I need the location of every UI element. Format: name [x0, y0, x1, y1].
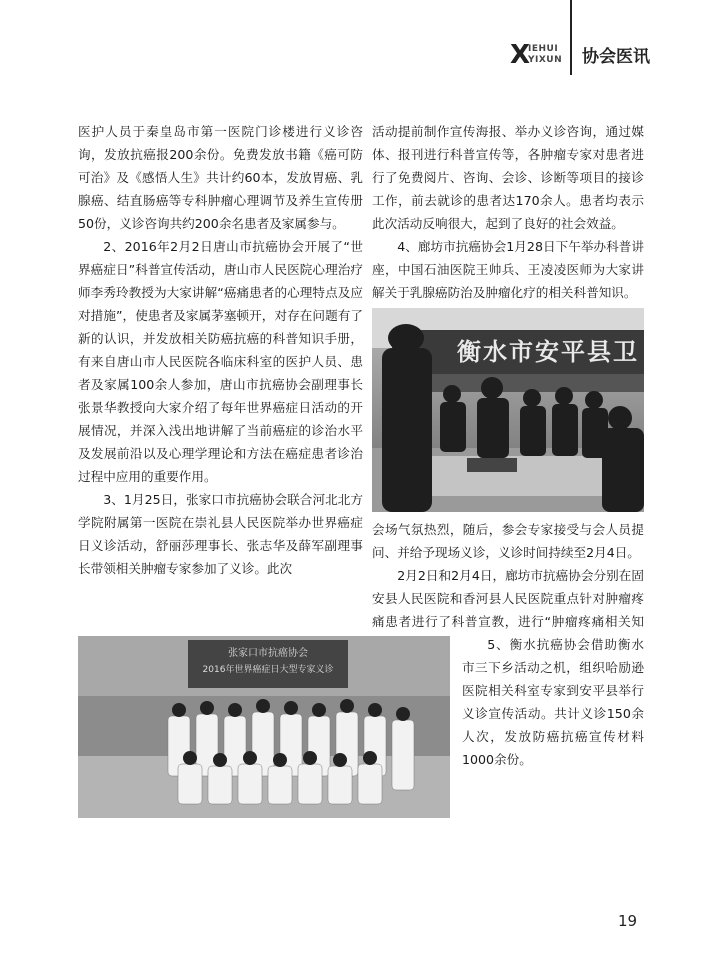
paragraph: 4、廊坊市抗癌协会1月28日下午举办科普讲座，中国石油医院王帅兵、王凌凌医师为大家讲解关于乳腺癌防治及肿瘤化疗的相关科普知识。: [372, 239, 644, 300]
pinyin-initial: X: [510, 40, 531, 70]
paragraph: 2月2日和2月4日，廊坊市抗癌协会分别在固安县人民医院和香河县人民医院重点针对肿瘤疼痛患者进行了科普宣教，进行“肿瘤疼痛相关知: [372, 568, 644, 629]
right-column-text-top: [372, 120, 644, 304]
photo-zhangjiakou-group: [78, 636, 450, 818]
header-divider: [570, 0, 572, 75]
banner-text: 衡水市安平县卫: [457, 338, 639, 366]
pinyin-line-1: IEHUI: [528, 44, 559, 54]
paragraph-narrow-part: [462, 633, 644, 825]
paragraph: 3、1月25日，张家口市抗癌协会联合河北北方学院附属第一医院在崇礼县人民医院举办世界癌症日义诊活动，舒丽莎理事长、张志华及薛军副理事长带领相关肿瘤专家参加了义诊。此次: [78, 492, 363, 576]
magazine-pinyin-logo: [510, 40, 568, 70]
paragraph: 5、衡水抗癌协会借助衡水市三下乡活动之机，组织哈励逊医院相关科室专家到安平县举行义诊宣传活动。共计义诊150余人次，发放防癌抗癌宣传材料1000余份。: [462, 637, 644, 767]
banner-line-2: 2016年世界癌症日大型专家义诊: [202, 665, 334, 675]
paragraph-wide-part: [372, 564, 644, 633]
left-column-text: [78, 120, 363, 580]
paragraph: 2、2016年2月2日唐山市抗癌协会开展了“世界癌症日”科普宣传活动，唐山市人民医院心理治疗师李秀玲教授为大家讲解“癌痛患者的心理特点及应对措施”，使患者及家属茅塞顿开，对存在问题有了新的认识，并发放相关防癌抗癌的科普知识手册，有来自唐山市人民医院各临床科室的医护人员、患者及家属100余人参加，唐山市抗癌协会副理事长张景华教授向大家介绍了每年世界癌症日活动的开展情况，并深入浅出地讲解了当前癌症的诊治水平及发展前沿以及心理学理论和方法在癌症患者诊治过程中应用的重要作用。: [78, 239, 363, 484]
page-number: 19: [618, 912, 638, 930]
paragraph: 会场气氛热烈，随后，参会专家接受与会人员提问、并给予现场义诊，义诊时间持续至2月4日。: [372, 522, 644, 560]
pinyin-line-2: YIXUN: [528, 55, 563, 65]
banner-line-1: 张家口市抗癌协会: [228, 648, 308, 659]
paragraph: 活动提前制作宣传海报、举办义诊咨询，通过媒体、报刊进行科普宣传等，各肿瘤专家对患者进行了免费阅片、咨询、会诊、诊断等项目的接诊工作，前去就诊的患者达170余人。患者均表示此次活动反响很大，起到了良好的社会效益。: [372, 124, 644, 231]
photo-hengshui-clinic: [372, 308, 644, 512]
section-title: 协会医讯: [582, 47, 650, 67]
paragraph: 医护人员于秦皇岛市第一医院门诊楼进行义诊咨询，发放抗癌报200余份。免费发放书籍《癌可防可治》及《感悟人生》共计约60本，发放胃癌、乳腺癌、结直肠癌等专科肿瘤心理调节及养生宣传册50份，义诊咨询共约200余名患者及家属参与。: [78, 124, 363, 231]
